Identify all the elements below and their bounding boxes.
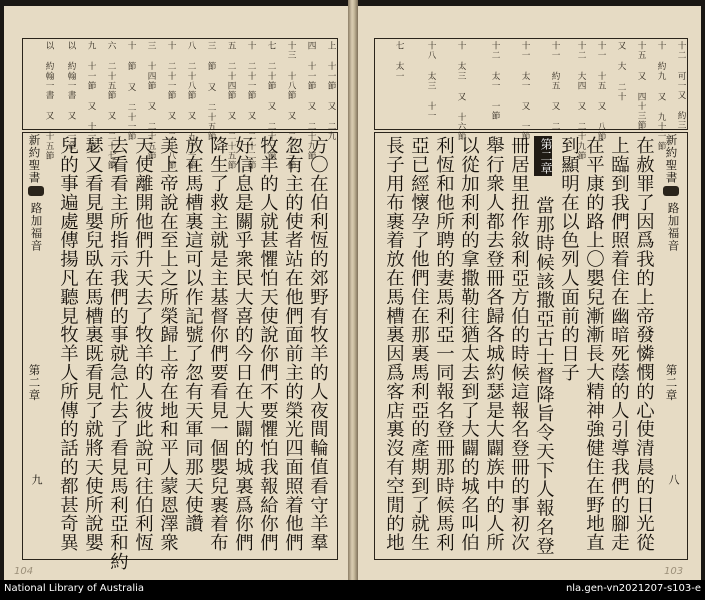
left-body-column: 美上帝說在至上之所榮歸上帝在地和平人蒙恩澤衆 xyxy=(157,136,179,552)
right-body-column: 亞已經懷孕了他們住在那裏馬利亞的產期到了就生 xyxy=(408,136,430,552)
left-note: 十 二十一節 又 二十八節 xyxy=(166,41,176,170)
right-body-column: 在平康的路上〇嬰兒漸漸長大精神強健住在野地直 xyxy=(583,136,605,552)
left-body-column: 好信息是關乎衆民大喜的今日在大闢的城裏爲你們 xyxy=(232,136,254,552)
right-body-column: 當那時候該撒亞古士督降旨令天下人報名登 xyxy=(533,196,555,556)
left-body-column: 降生了救主就是主基督你們要看見一個嬰兒裹着布 xyxy=(207,136,229,552)
left-body-column: 兒的事遍處傳揚凡聽見牧羊人所傳的話的都甚奇異 xyxy=(57,136,79,552)
right-note: 又 大 二十 xyxy=(616,41,626,102)
left-body-column: 去看看主所指示我們的事就急忙去了看見馬利亞和約 xyxy=(107,136,129,571)
left-body-column: 方〇在伯利恆的郊野有牧羊的人夜間輪值看守羊羣 xyxy=(307,136,329,552)
library-footer xyxy=(0,580,705,600)
left-note: 以 約翰一書 又 一章 xyxy=(66,41,76,151)
book-gutter xyxy=(348,0,358,580)
right-note: 十八 太三 十一 xyxy=(426,41,436,121)
left-running-title: 新約聖書 xyxy=(27,134,42,184)
left-body-column: 天使離開他們升天去了牧羊的人彼此說可往伯利恆 xyxy=(132,136,154,552)
chapter-section-tag: 第二章 xyxy=(534,136,552,176)
right-note: 七 太一 xyxy=(394,41,404,81)
left-note: 三 十四節 又 二十五節 xyxy=(146,41,156,161)
left-note: 十三 十八節 又 二十三節 xyxy=(286,41,296,170)
left-note: 八 二十八節 又 五十一節 xyxy=(186,41,196,170)
right-body-column: 長子用布裹着放在馬槽裏因爲客店裏沒有空閒的地 xyxy=(383,136,405,552)
right-note: 十 約九 又 九十一節 xyxy=(656,41,666,151)
right-note: 十一 太一 又 一節 xyxy=(520,41,530,142)
footer-identifier: nla.gen-vn2021207-s103-e xyxy=(565,583,701,594)
right-page-number: 八 xyxy=(667,474,680,485)
left-note: 上 十一節 又 二九 xyxy=(326,41,336,142)
left-note: 七 二十節 又 二十一節 xyxy=(266,41,276,161)
left-note: 十 二十一節 又 二十二節 xyxy=(246,41,256,170)
left-body-column: 瑟又看見嬰兒臥在馬槽裏既看見了就將天使所說嬰 xyxy=(82,136,104,552)
right-running-title: 新約聖書 xyxy=(664,134,679,184)
pencil-mark-right: 103 xyxy=(664,566,684,577)
right-body-column: 冊居里扭作敘利亞方伯的時候這報名登冊的事初次 xyxy=(508,136,530,552)
right-note: 十二 大四 又 二十九節 xyxy=(576,41,586,161)
right-book-title: 路加福音 xyxy=(666,202,681,252)
left-body-column: 放在馬槽裏這可以作記號了忽有天軍同那天使讚 xyxy=(182,136,204,533)
left-note: 三 節 又 二十五節 xyxy=(206,41,216,142)
left-note: 以 約翰一書 又 十五節 xyxy=(44,41,54,161)
left-note: 九 十一節 又 十一節 xyxy=(86,41,96,151)
right-body-column: 利恆和他所聘的妻馬利亞一同報名登冊那時候馬利 xyxy=(433,136,455,552)
pencil-mark-left: 104 xyxy=(14,566,34,577)
left-ornament xyxy=(28,186,44,196)
right-note: 十一 十五 又 八節 xyxy=(596,41,606,142)
left-body-column: 忽有主的使者站在他們面前主的榮光四面照着他們 xyxy=(282,136,304,552)
right-note: 十五 又 四十三節 xyxy=(636,41,646,131)
left-body-column: 牧羊的人就甚懼怕天使說你們不要懼怕我報給你們 xyxy=(257,136,279,552)
left-note: 四 十一節 又 二十九節 xyxy=(306,41,316,161)
right-note: 十二 太一 一節 xyxy=(490,41,500,121)
right-note: 十二 可一又 約三 xyxy=(676,41,686,131)
right-note: 十一 約五 又 二 xyxy=(550,41,560,132)
left-note: 六 二十五節 又 二十七節 xyxy=(106,41,116,170)
left-note: 十 節 又 二十一節 xyxy=(126,41,136,142)
right-body-column: 上臨到我們照着住在幽暗死蔭的人引導我們的腳走 xyxy=(608,136,630,552)
left-book-title: 路加福音 xyxy=(29,202,44,252)
right-body-column: 到顯明在以色列人面前的日子 xyxy=(558,136,580,382)
left-page-number: 九 xyxy=(30,474,43,485)
right-note: 十 太三 又 十六節 xyxy=(456,41,466,142)
right-chapter-label: 第二章 xyxy=(664,364,679,402)
right-body-column: 以從加利利的拿撒勒往猶太去到了大闢的城名叫伯 xyxy=(458,136,480,552)
left-chapter-label: 第二章 xyxy=(27,364,42,402)
right-ornament xyxy=(663,186,679,196)
footer-library-name: National Library of Australia xyxy=(4,583,145,594)
left-note: 五 二十四節 又 二十五節 xyxy=(226,41,236,170)
right-body-column: 在赦罪了因爲我的上帝發憐憫的心使清晨的日光從 xyxy=(633,136,655,552)
right-body-column: 舉行衆人都去登冊各歸各城約瑟是大闢族中的人所 xyxy=(483,136,505,552)
